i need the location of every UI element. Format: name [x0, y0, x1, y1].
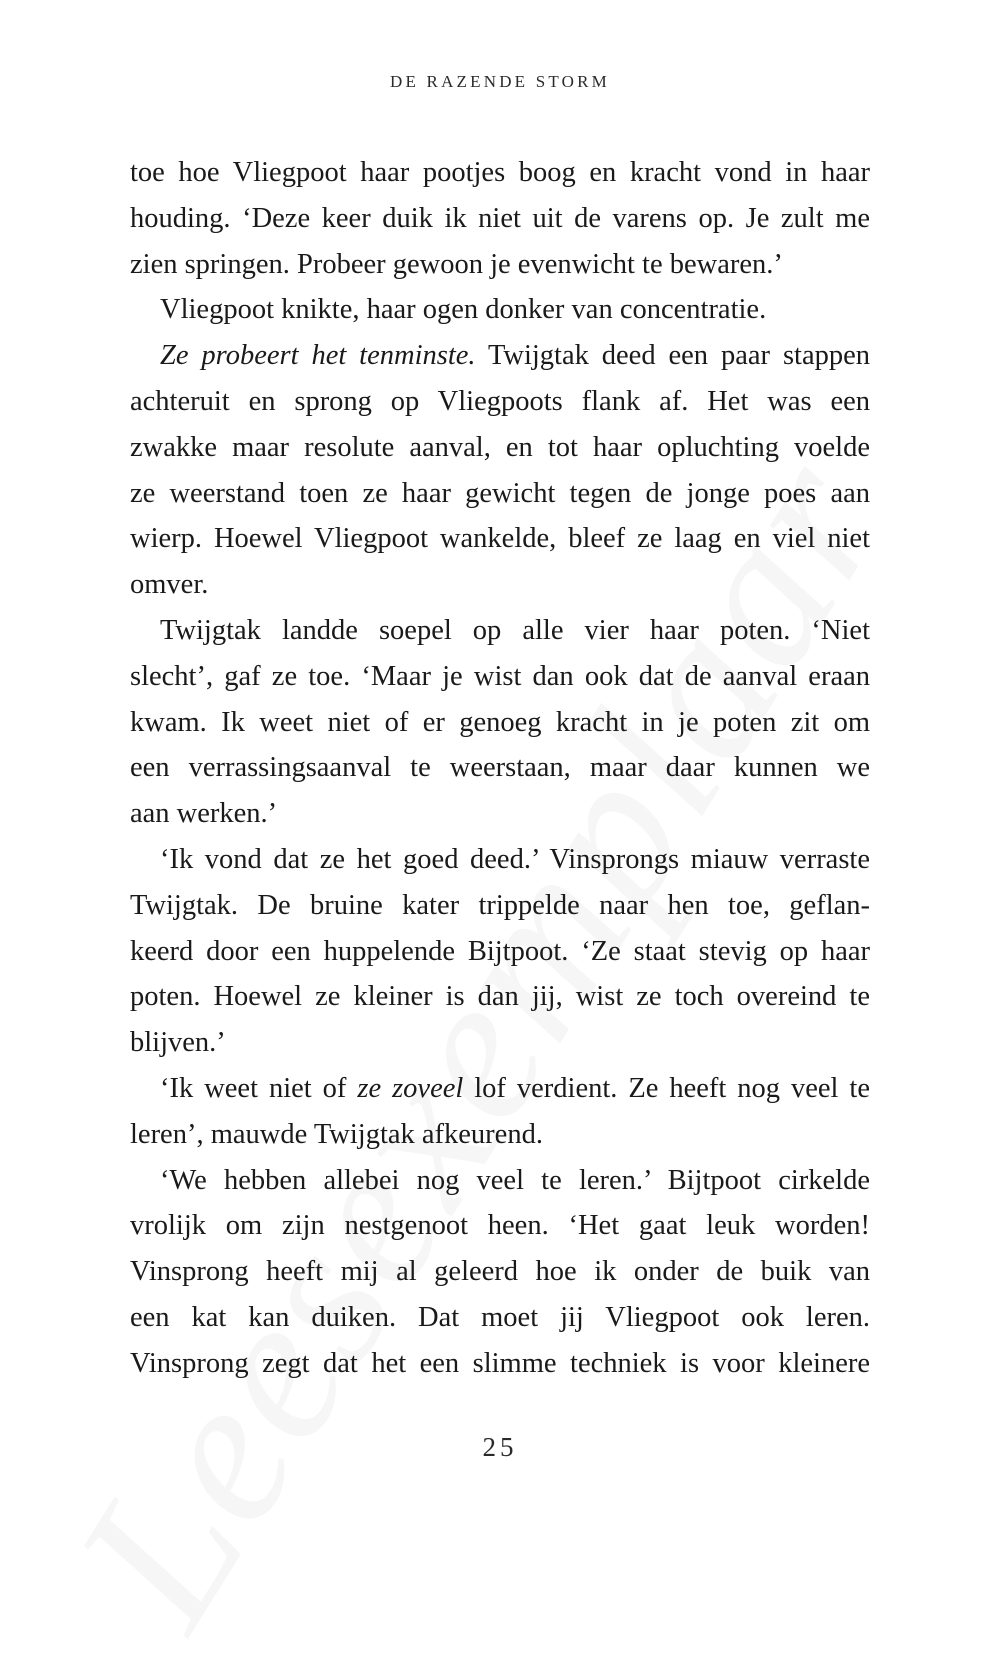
text-line: leren’, mauwde Twijgtak afkeurend. [130, 1118, 543, 1150]
text-line: keerd door een huppelende Bijtpoot. ‘Ze staat stevig op haar [130, 935, 870, 967]
text-line: wierp. Hoewel Vliegpoot wankelde, bleef ze laag en viel niet [130, 523, 870, 555]
text-line: Vinsprong heeft mij al geleerd hoe ik onder de buik van [130, 1256, 870, 1288]
page-number: 25 [482, 1432, 518, 1462]
text-line: blijven.’ [130, 1027, 226, 1059]
text-line: een kat kan duiken. Dat moet jij Vliegpoot ook leren. [130, 1301, 870, 1333]
text-line: achteruit en sprong op Vliegpoots flank af. Het was een [130, 385, 870, 417]
body-text [130, 150, 870, 1387]
text-line: Vinsprong zegt dat het een slimme techniek is voor kleinere [130, 1347, 870, 1379]
text-line: een verrassingsaanval te weerstaan, maar daar kunnen we [130, 752, 870, 784]
text-line: poten. Hoewel ze kleiner is dan jij, wist ze toch overeind te [130, 981, 870, 1013]
running-header: DE RAZENDE STORM [390, 72, 610, 91]
text-line: houding. ‘Deze keer duik ik niet uit de varens op. Je zult me [130, 202, 870, 234]
text-line: ‘We hebben allebei nog veel te leren.’ Bijtpoot cirkelde [160, 1164, 870, 1196]
text-line: omver. [130, 569, 209, 601]
text-line: toe hoe Vliegpoot haar pootjes boog en kracht vond in haar [130, 157, 870, 188]
text-line: ‘Ik vond dat ze het goed deed.’ Vinsprongs miauw verraste [160, 843, 870, 875]
italic-text: Ze probeert het tenminste. [160, 340, 476, 372]
text-line: ze weerstand toen ze haar gewicht tegen de jonge poes aan [130, 477, 870, 509]
text-line: Vliegpoot knikte, haar ogen donker van concentratie. [160, 294, 767, 326]
text-segment: Twijgtak deed een paar stappen [475, 340, 871, 372]
text-line: zien springen. Probeer gewoon je evenwicht te bewaren.’ [130, 248, 783, 280]
text-line: slecht’, gaf ze toe. ‘Maar je wist dan ook dat de aanval eraan [130, 660, 870, 692]
italic-text: ze zoveel [357, 1072, 464, 1104]
text-line: aan werken.’ [130, 798, 278, 830]
text-line [130, 1066, 870, 1112]
text-line: kwam. Ik weet niet of er genoeg kracht in je poten zit om [130, 706, 870, 738]
text-line: Twijgtak. De bruine kater trippelde naar hen toe, geflan- [130, 889, 870, 921]
text-segment: lof verdient. Ze heeft nog veel te [463, 1072, 871, 1104]
text-line: vrolijk om zijn nestgenoot heen. ‘Het gaat leuk worden! [130, 1210, 870, 1242]
text-line [130, 333, 870, 379]
text-segment: ‘Ik weet niet of [160, 1072, 358, 1104]
text-line: Twijgtak landde soepel op alle vier haar poten. ‘Niet [160, 614, 870, 646]
text-line: zwakke maar resolute aanval, en tot haar opluchting voelde [130, 431, 870, 463]
